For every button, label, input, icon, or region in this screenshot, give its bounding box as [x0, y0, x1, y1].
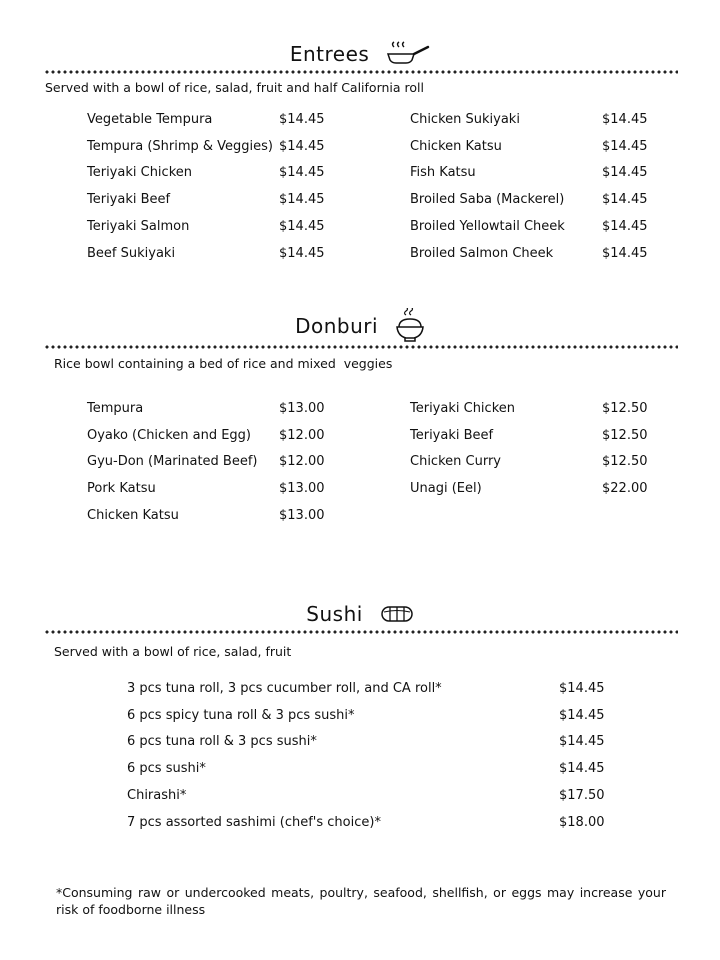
menu-item-price: $14.45: [602, 219, 648, 234]
menu-item-price: $12.50: [602, 454, 648, 469]
menu-item-price: $17.50: [559, 788, 605, 803]
sushi-subtitle: Served with a bowl of rice, salad, fruit: [54, 644, 292, 659]
rice-bowl-icon: [395, 308, 425, 344]
sushi-divider: [44, 630, 678, 634]
menu-item-name: 6 pcs sushi*: [127, 761, 206, 776]
menu-item-price: $14.45: [279, 165, 325, 180]
menu-item-name: Tempura: [87, 401, 144, 416]
menu-item-price: $14.45: [559, 681, 605, 696]
menu-item-price: $14.45: [602, 112, 648, 127]
menu-item-name: Beef Sukiyaki: [87, 246, 176, 261]
menu-item-name: Teriyaki Salmon: [87, 219, 190, 234]
menu-item-price: $13.00: [279, 481, 325, 496]
donburi-heading: [0, 308, 720, 344]
menu-item-name: Teriyaki Beef: [87, 192, 171, 207]
menu-item-name: Unagi (Eel): [410, 481, 482, 496]
menu-item-price: $12.00: [279, 454, 325, 469]
menu-item-name: Oyako (Chicken and Egg): [87, 428, 252, 443]
menu-item-price: $14.45: [602, 139, 648, 154]
menu-item-price: $14.45: [602, 246, 648, 261]
menu-item-name: Broiled Yellowtail Cheek: [410, 219, 565, 234]
menu-item-name: 7 pcs assorted sashimi (chef's choice)*: [127, 815, 381, 830]
menu-item-name: Gyu-Don (Marinated Beef): [87, 454, 258, 469]
menu-item-price: $14.45: [602, 192, 648, 207]
menu-item-name: Chicken Katsu: [410, 139, 502, 154]
menu-item-name: Fish Katsu: [410, 165, 476, 180]
entrees-title: Entrees: [289, 41, 370, 66]
menu-item-price: $14.45: [279, 219, 325, 234]
menu-item-name: Chirashi*: [127, 788, 187, 803]
menu-item-price: $14.45: [559, 708, 605, 723]
entrees-subtitle: Served with a bowl of rice, salad, fruit and half California roll: [45, 80, 424, 95]
menu-item-name: Broiled Saba (Mackerel): [410, 192, 565, 207]
menu-item-name: Teriyaki Chicken: [87, 165, 192, 180]
menu-item-price: $12.50: [602, 428, 648, 443]
menu-item-price: $12.50: [602, 401, 648, 416]
menu-item-name: Teriyaki Beef: [410, 428, 494, 443]
menu-item-name: 6 pcs tuna roll & 3 pcs sushi*: [127, 734, 317, 749]
entrees-divider: [44, 70, 678, 74]
menu-item-price: $14.45: [279, 192, 325, 207]
menu-item-name: 3 pcs tuna roll, 3 pcs cucumber roll, and CA roll*: [127, 681, 442, 696]
sushi-title: Sushi: [306, 601, 363, 626]
menu-item-price: $12.00: [279, 428, 325, 443]
menu-item-price: $14.45: [559, 761, 605, 776]
donburi-divider: [44, 345, 678, 349]
menu-item-name: Broiled Salmon Cheek: [410, 246, 554, 261]
menu-item-name: Pork Katsu: [87, 481, 156, 496]
menu-item-price: $14.45: [602, 165, 648, 180]
entrees-heading: [0, 40, 720, 67]
menu-item-name: Chicken Sukiyaki: [410, 112, 520, 127]
menu-item-price: $13.00: [279, 401, 325, 416]
sushi-heading: [0, 600, 720, 626]
menu-item-price: $13.00: [279, 508, 325, 523]
menu-item-price: $22.00: [602, 481, 648, 496]
menu-item-name: Teriyaki Chicken: [410, 401, 515, 416]
menu-item-price: $14.45: [279, 139, 325, 154]
menu-item-price: $14.45: [559, 734, 605, 749]
frying-pan-icon: [386, 41, 430, 67]
donburi-subtitle: Rice bowl containing a bed of rice and mixed veggies: [54, 356, 393, 371]
menu-item-name: Tempura (Shrimp & Veggies): [87, 139, 274, 154]
menu-item-name: Chicken Curry: [410, 454, 501, 469]
menu-item-price: $14.45: [279, 246, 325, 261]
menu-item-name: Chicken Katsu: [87, 508, 179, 523]
sushi-icon: [380, 603, 414, 625]
menu-item-price: $14.45: [279, 112, 325, 127]
menu-item-name: 6 pcs spicy tuna roll & 3 pcs sushi*: [127, 708, 355, 723]
menu-item-price: $18.00: [559, 815, 605, 830]
raw-food-disclaimer: *Consuming raw or undercooked meats, poultry, seafood, shellfish, or eggs may increase your risk of foodborne illness: [56, 885, 666, 917]
menu-item-name: Vegetable Tempura: [87, 112, 213, 127]
donburi-title: Donburi: [295, 314, 379, 338]
